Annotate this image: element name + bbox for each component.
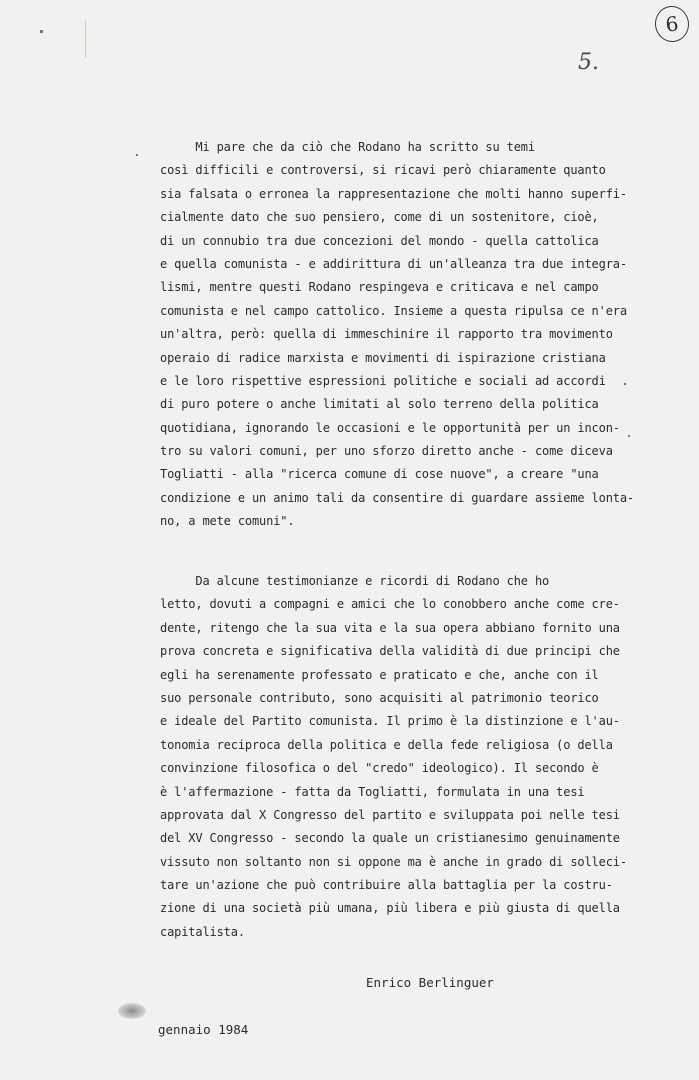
text-line: condizione e un animo tali da consentire di guardare assieme lonta- [160, 490, 634, 505]
paper-crease [85, 20, 86, 58]
text-line: di puro potere o anche limitati al solo terreno della politica [160, 397, 599, 412]
text-line: e quella comunista - e addirittura di un'alleanza tra due integra- [160, 256, 627, 271]
text-line: di un connubio tra due concezioni del mondo - quella cattolica [160, 233, 599, 248]
text-line: così difficili e controversi, si ricavi però chiaramente quanto [160, 163, 606, 178]
text-line: e le loro rispettive espressioni politiche e sociali ad accordi [160, 373, 606, 388]
ink-speck [40, 30, 43, 33]
text-line: operaio di radice marxista e movimenti di ispirazione cristiana [160, 350, 606, 365]
circled-sheet-number: 6 [653, 4, 692, 44]
text-line: prova concreta e significativa della validità di due principi che [160, 644, 620, 659]
text-line: Da alcune testimonianze e ricordi di Rodano che ho [160, 574, 550, 588]
text-line: zione di una società più umana, più libera e più giusta di quella [160, 901, 620, 916]
signature: Enrico Berlinguer [366, 975, 494, 990]
text-line: tonomia reciproca della politica e della fede religiosa (o della [160, 737, 613, 752]
text-line: vissuto non soltanto non si oppone ma è anche in grado di solleci- [160, 854, 627, 869]
text-line: tare un'azione che può contribuire alla battaglia per la costru- [160, 878, 613, 893]
text-line: letto, dovuti a compagni e amici che lo conobbero anche come cre- [160, 597, 620, 612]
text-line: suo personale contributo, sono acquisiti al patrimonio teorico [160, 690, 599, 705]
text-line: approvata dal X Congresso del partito e sviluppata poi nelle tesi [160, 807, 620, 822]
text-line: capitalista. [160, 924, 245, 939]
text-line: è l'affermazione - fatta da Togliatti, formulata in una tesi [160, 784, 585, 799]
text-line: Mi pare che da ciò che Rodano ha scritto su temi [160, 140, 535, 154]
text-line: cialmente dato che suo pensiero, come di un sostenitore, cioè, [160, 210, 599, 225]
text-line: sia falsata o erronea la rappresentazione che molti hanno superfi- [160, 186, 627, 201]
text-line: egli ha serenamente professato e praticato e che, anche con il [160, 667, 599, 682]
text-line: dente, ritengo che la sua vita e la sua opera abbiano fornito una [160, 620, 620, 635]
text-line: comunista e nel campo cattolico. Insieme a questa ripulsa ce n'era [160, 303, 627, 318]
ink-blot [118, 1003, 146, 1019]
paragraph-1 [160, 136, 634, 534]
text-line: no, a mete comuni". [160, 514, 295, 529]
text-line: un'altra, però: quella di immeschinire il rapporto tra movimento [160, 327, 613, 342]
text-line: e ideale del Partito comunista. Il primo è la distinzione e l'au- [160, 714, 620, 729]
text-line: quotidiana, ignorando le occasioni e le opportunità per un incon- [160, 420, 620, 435]
paragraph-2 [160, 570, 630, 944]
text-line: tro su valori comuni, per uno sforzo diretto anche - come diceva [160, 444, 613, 459]
text-line: convinzione filosofica o del "credo" ideologico). Il secondo è [160, 761, 599, 776]
ink-speck [136, 154, 138, 156]
handwritten-page-number: 5. [578, 50, 599, 75]
text-line: del XV Congresso - secondo la quale un cristianesimo genuinamente [160, 831, 620, 846]
date: gennaio 1984 [158, 1022, 249, 1037]
text-line: lismi, mentre questi Rodano respingeva e criticava e nel campo [160, 280, 599, 295]
text-line: Togliatti - alla "ricerca comune di cose nuove", a creare "una [160, 467, 599, 482]
